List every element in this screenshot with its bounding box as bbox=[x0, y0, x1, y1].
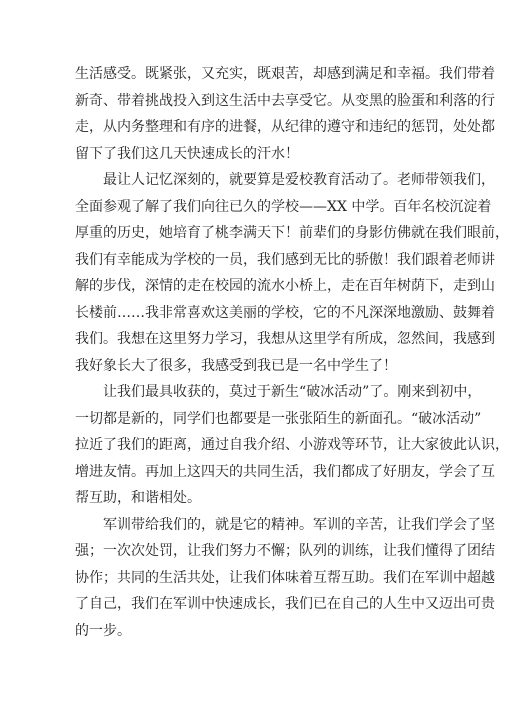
text-line: 协作；共同的生活共处，让我们体味着互帮互助。我们在军训中超越 bbox=[75, 569, 495, 586]
text-line: 我们有幸能成为学校的一员，我们感到无比的骄傲！我们跟着老师讲 bbox=[75, 251, 495, 268]
text-line: 一切都是新的，同学们也都要是一张张陌生的新面孔。“破冰活动” bbox=[75, 410, 482, 427]
text-line: 了自己，我们在军训中快速成长，我们已在自己的人生中又迈出可贵 bbox=[75, 596, 495, 612]
text-line: 全面参观了解了我们向往已久的学校——XX 中学。百年名校沉淀着 bbox=[75, 198, 492, 215]
text-line: 我们。我想在这里努力学习，我想从这里学有所成，忽然间，我感到 bbox=[75, 331, 495, 347]
paragraph-3 bbox=[75, 379, 509, 512]
text-line: 让我们最具收获的，莫过于新生“破冰活动”了。刚来到初中， bbox=[75, 384, 482, 400]
text-line: 增进友情。再加上这四天的共同生活，我们都成了好朋友，学会了互 bbox=[75, 463, 495, 480]
text-line: 帮互助，和谐相处。 bbox=[75, 490, 201, 506]
text-line: 最让人记忆深刻的，就要算是爱校教育活动了。老师带领我们， bbox=[75, 172, 495, 188]
text-line: 军训带给我们的，就是它的精神。军训的辛苦，让我们学会了坚 bbox=[75, 516, 495, 533]
text-line: 长楼前……我非常喜欢这美丽的学校，它的不凡深深地激励、鼓舞着 bbox=[75, 304, 495, 321]
paragraph-1 bbox=[75, 61, 495, 167]
text-line: 生活感受。既紧张，又充实，既艰苦，却感到满足和幸福。我们带着 bbox=[75, 66, 495, 82]
text-line: 强；一次次处罚，让我们努力不懈；队列的训练，让我们懂得了团结 bbox=[75, 543, 495, 559]
text-line: 拉近了我们的距离，通过自我介绍、小游戏等环节，让大家彼此认识， bbox=[75, 437, 509, 453]
text-line: 新奇、带着挑战投入到这生活中去享受它。从变黑的脸蛋和利落的行 bbox=[75, 92, 495, 109]
text-line: 的一步。 bbox=[75, 622, 131, 639]
text-line: 厚重的历史，她培育了桃李满天下！前辈们的身影仿佛就在我们眼前， bbox=[75, 225, 509, 241]
text-line: 留下了我们这几天快速成长的汗水！ bbox=[75, 145, 299, 162]
text-line: 走，从内务整理和有序的进餐，从纪律的遵守和违纪的惩罚，处处都 bbox=[75, 119, 495, 135]
text-line: 我好象长大了很多，我感受到我已是一名中学生了！ bbox=[75, 357, 397, 374]
text-line: 解的步伐，深情的走在校园的流水小桥上，走在百年树荫下，走到山 bbox=[75, 278, 495, 294]
paragraph-4 bbox=[75, 512, 495, 645]
paragraph-2 bbox=[75, 167, 509, 379]
